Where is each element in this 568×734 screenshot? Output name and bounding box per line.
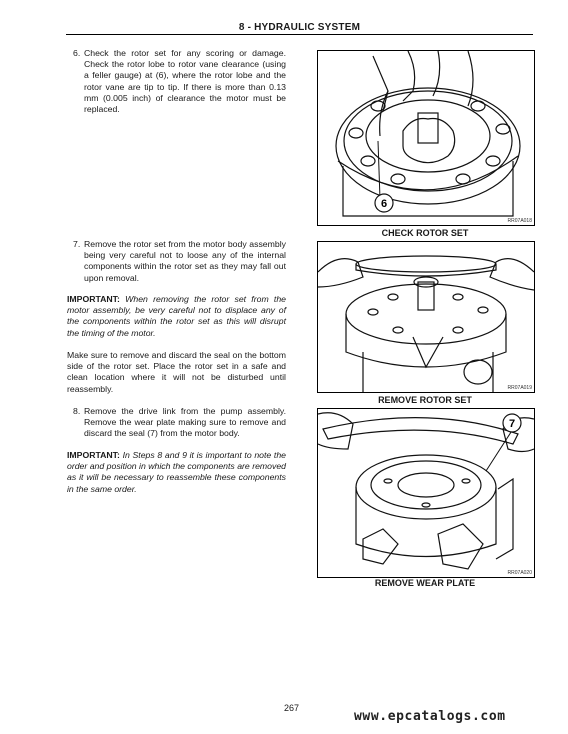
- step-text: Remove the drive link from the pump assembly. Remove the wear plate making sure to remove and discard the seal (7) from the motor body.: [84, 406, 286, 439]
- wear-plate-illustration: [318, 409, 534, 577]
- rotor-illustration: [318, 51, 534, 225]
- figure-remove-wear-plate: [317, 408, 535, 578]
- callout-number: 6: [380, 198, 388, 210]
- step-text: Remove the rotor set from the motor body assembly being very careful not to loose any of the internal components within the rotor set as they may fall out upon removal.: [84, 239, 286, 283]
- callout-number: 7: [508, 418, 516, 430]
- step-number: 8.: [73, 406, 81, 416]
- footer-watermark[interactable]: www.epcatalogs.com: [354, 709, 506, 724]
- figure-check-rotor-set: [317, 50, 535, 226]
- important-label: IMPORTANT:: [67, 450, 120, 460]
- figure-code: RR07A018: [507, 218, 532, 224]
- important-text: When removing the rotor set from the motor assembly, be very careful not to displace any of the components within the rotor set as this will disrupt the timing of the motor.: [67, 294, 287, 338]
- step-number: 7.: [73, 239, 81, 249]
- figure-caption: REMOVE WEAR PLATE: [374, 578, 476, 588]
- important-note-2: [67, 450, 286, 495]
- figure-code: RR07A020: [507, 570, 532, 576]
- figure-caption: REMOVE ROTOR SET: [378, 395, 472, 405]
- important-label: IMPORTANT:: [67, 294, 120, 304]
- instruction-paragraph: Make sure to remove and discard the seal on the bottom side of the rotor set. Place the rotor set in a safe and clean location where it will not be disturbed until reassembly.: [67, 350, 286, 394]
- rotor-removal-illustration: [318, 242, 534, 392]
- figure-code: RR07A019: [507, 385, 532, 391]
- important-text: In Steps 8 and 9 it is important to note the order and position in which the components are removed as it will be necessary to reassemble these components in the same order.: [67, 450, 286, 494]
- page-number: 267: [284, 703, 300, 713]
- figure-remove-rotor-set: [317, 241, 535, 393]
- step-number: 6.: [73, 48, 81, 58]
- step-8: [67, 406, 286, 440]
- figure-caption: CHECK ROTOR SET: [381, 228, 469, 238]
- header-rule: [66, 34, 533, 35]
- section-header: 8 - HYDRAULIC SYSTEM: [238, 22, 361, 33]
- step-7: [67, 239, 286, 284]
- step-text: Check the rotor set for any scoring or damage. Check the rotor lobe to rotor vane clearance (using a feller gauge) at (6), where the rotor lobe and the rotor vane are tip to tip. If there is more than 0.13 mm (0.005 inch) of clearance the motor must be replaced.: [84, 48, 286, 115]
- step-6: [67, 48, 286, 115]
- important-note-1: [67, 294, 286, 339]
